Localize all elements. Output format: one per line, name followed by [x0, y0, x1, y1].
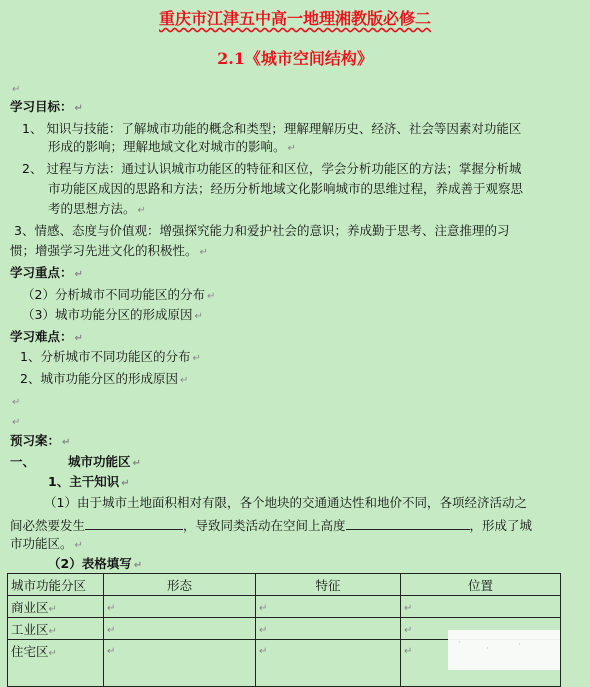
objective-3-line-1: 3、情感、态度与价值观：增强探究能力和爱护社会的意识；养成勤于思考、注意推理的习 [14, 223, 510, 238]
document-subtitle: 2.1《城市空间结构》 [217, 49, 373, 68]
paragraph-line-1: （1）由于城市土地面积相对有限，各个地块的交通通达性和地价不同，各项经济活动之 [44, 495, 527, 510]
table-header-cell: 特征 [256, 574, 401, 596]
objective-1-line-2: 形成的影响；理解地域文化对城市的影响。 ↵ [48, 139, 296, 154]
table-cell[interactable]: ↵ [401, 596, 561, 618]
paragraph-mark: ↵ [12, 84, 21, 95]
section-number: 一、 [10, 454, 36, 469]
fill-blank-1[interactable] [85, 516, 183, 530]
difficulty-1: 1、分析城市不同功能区的分布 ↵ [20, 349, 201, 364]
key-point-2: （3）城市功能分区的形成原因 ↵ [22, 307, 203, 322]
paragraph-line-3: 市功能区。 ↵ [10, 536, 83, 551]
main-knowledge-heading: 1、主干知识 ↵ [48, 474, 130, 489]
table-fill-heading: （2）表格填写 ↵ [48, 556, 143, 571]
paragraph-mark: ↵ [12, 417, 21, 428]
objective-2-line-2: 市功能区成因的思路和方法；经历分析地域文化影响城市的思维过程，养成善于观察思 [48, 181, 524, 196]
document-title [0, 6, 590, 29]
document-title-text: 重庆市江津五中高一地理湘教版必修二 [158, 9, 431, 28]
table-row-label: 商业区↵ [8, 596, 104, 618]
preview-heading: 预习案： ↵ [10, 433, 71, 448]
table-cell[interactable]: ↵ [104, 640, 256, 687]
objective-2-line-1: 2、 过程与方法：通过认识城市功能区的特征和区位，学会分析功能区的方法；掌握分析城 [22, 161, 522, 176]
objectives-heading: 学习目标： ↵ [10, 99, 83, 114]
table-cell[interactable]: ↵ [401, 640, 561, 687]
table-row-label: 工业区↵ [8, 618, 104, 640]
difficulties-heading: 学习难点： ↵ [10, 329, 83, 344]
paragraph-mark: ↵ [12, 397, 21, 408]
table-cell[interactable]: ↵ [401, 618, 561, 640]
fill-blank-2[interactable] [346, 516, 470, 530]
objective-2-line-3: 考的思想方法。 ↵ [48, 201, 146, 216]
table-header-row [8, 574, 561, 596]
key-points-heading: 学习重点： ↵ [10, 265, 83, 280]
table-cell[interactable]: ↵ [256, 596, 401, 618]
table-row-label: 住宅区↵ [8, 640, 104, 687]
difficulty-2: 2、城市功能分区的形成原因 ↵ [20, 371, 189, 386]
paragraph-line-2: 间必然要发生 ，导致同类活动在空间上高度 ，形成了城 [10, 518, 533, 533]
section-title: 城市功能区 ↵ [68, 454, 141, 469]
table-cell[interactable]: ↵ [104, 618, 256, 640]
table-cell[interactable]: ↵ [104, 596, 256, 618]
table-cell[interactable]: ↵ [256, 618, 401, 640]
table-header-cell: 形态 [104, 574, 256, 596]
table-header-cell: 位置 [401, 574, 561, 596]
table-cell[interactable]: ↵ [256, 640, 401, 687]
objective-1-line-1: 1、 知识与技能：了解城市功能的概念和类型；理解理解历史、经济、社会等因素对功能区 [22, 121, 522, 136]
table-row [8, 596, 561, 618]
table-header-cell: 城市功能分区 [8, 574, 104, 596]
objective-3-line-2: 惯；增强学习先进文化的积极性。 ↵ [10, 243, 208, 258]
watermark-image: · · · [448, 630, 560, 670]
key-point-1: （2）分析城市不同功能区的分布 ↵ [22, 287, 216, 302]
